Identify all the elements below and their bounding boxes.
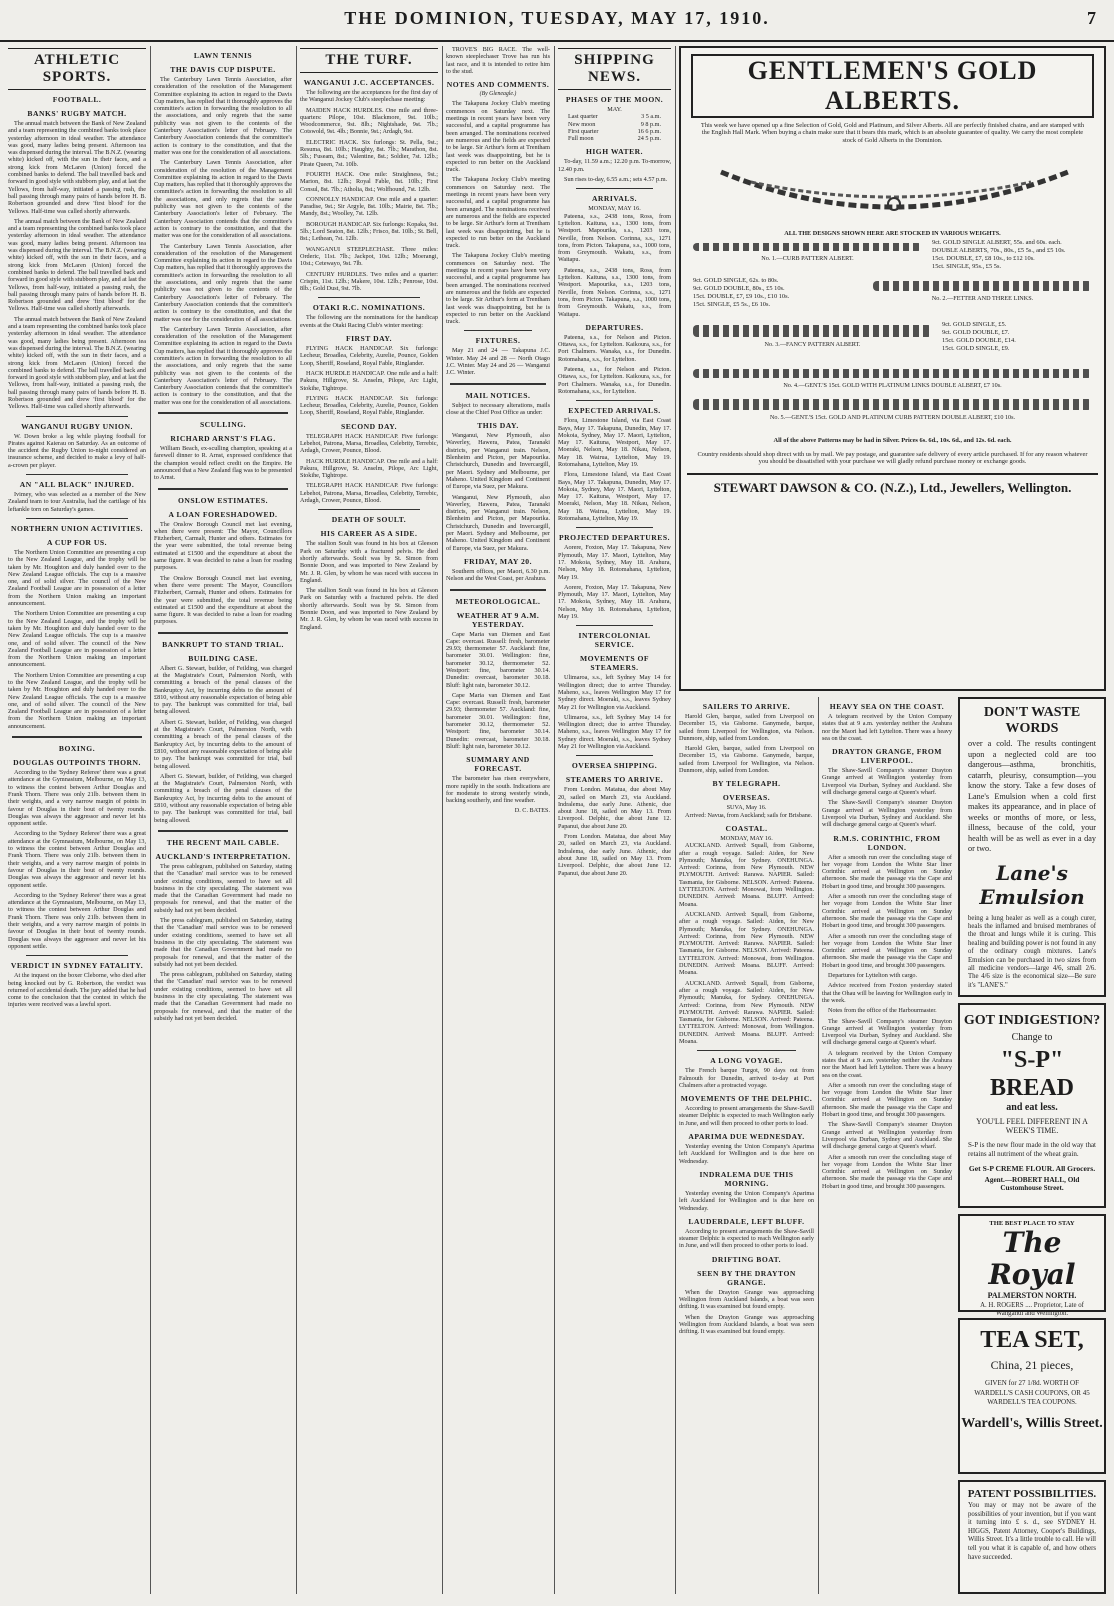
article-text: Yesterday evening the Union Company's Aparima left Auckland for Wellington and is due here on Wednesday. bbox=[679, 1189, 814, 1212]
column-sailers bbox=[679, 697, 814, 1594]
chain-label: No. 3.—FANCY PATTERN ALBERT. bbox=[764, 341, 861, 349]
article-text: According to present arrangements the Shaw-Savill steamer Delphic is expected to reach Wellington early in June, and will then proceed to other ports to load. bbox=[679, 1105, 814, 1127]
ad-body: S-P is the new flour made in the old way that retains all nutriment of the wheat grain. bbox=[968, 1141, 1096, 1158]
subheading: SEEN BY THE DRAYTON GRANGE. bbox=[697, 1268, 796, 1287]
race-entry: FLYING HACK HANDICAP. Six furlongs: Lecheur, Broadlea, Celebrity, Aurelie, Pounce, Golden Loop, Sheriff, Roseland, Royal Fable, Ringlander. bbox=[300, 345, 438, 367]
article-title: MAIL NOTICES. bbox=[465, 390, 531, 400]
article-text: The Northern Union Committee are presenting a cup to the New Zealand League, and the trophy will be taken by Mr. Houghton and duly handed over to the New Zealand League officials. The cup is a massive one, and of solid silver. The council of the New Zealand Football League are in possession of a letter from the Northern Union making an important announcement. bbox=[8, 610, 146, 669]
ad-tea-set bbox=[958, 1318, 1106, 1474]
article-text: The Shaw-Savill Company's steamer Drayton Grange arrived at Wellington yesterday from Liverpool via Durban, Sydney and Auckland. She will discharge general cargo at Queen's wharf. bbox=[822, 799, 952, 829]
ad-text: Agent.—ROBERT HALL, Old Customhouse Street. bbox=[984, 1176, 1080, 1192]
article-text: Flora, Limestone Island, via East Coast Bays, May 17. Takapuna, Dunedin, May 17. Mokoia, Sydney, May 17. Maori, Lyttelton, May 17. Kaituna, Westport, May 17. Moeraki, Nelson, May 18. Nikau, Nelson, May 18. Wairua, Lyttelton, May 19. Rotomahana, Lyttelton, May 19. bbox=[558, 471, 671, 523]
ad-gold-alberts bbox=[679, 46, 1106, 691]
column-shipping bbox=[558, 46, 671, 1594]
race-entry: TELEGRAPH HACK HANDICAP. Five furlongs: Lebehot, Patrona, Marsa, Broadlea, Celebrity, Terrebic, Ardagh, Crower, Pounce, Blood. bbox=[300, 482, 438, 505]
price-line: 9ct. GOLD SINGLE, £5. bbox=[942, 321, 1007, 329]
article-title: OTAKI R.C. NOMINATIONS. bbox=[312, 303, 426, 313]
article-text: From London. Matatua, due about May 20, sailed on March 23, via Auckland. Indralema, due early June. Athenic, due about June 18, sailed on May 13. From Liverpool. Delphic, due about June 12. Papanui, due about June 20. bbox=[558, 786, 671, 830]
signature: D. C. BATES. bbox=[514, 807, 550, 815]
divider bbox=[450, 589, 546, 591]
chain-icon bbox=[711, 152, 1078, 222]
article-text: The annual match between the Bank of New Zealand and a team representing the combined banks took place yesterday afternoon in ideal weather. The attendance was good, many ladies being present. Afternoon tea was dispensed during the interval. The B.N.Z. (wearing white) kicked off, with the sun in their faces, and a strong kick from McLaren (Union) forced the combined banks to defend. The ball travelled back and forward in good style with stubborn play, and at last the Yellows, from half-way, initiated a passing rush, the ball passing through many pairs of hands before H. B. Robertson grounded and drew 'first blood' for the Yellows. Half-time was called shortly afterwards. bbox=[8, 315, 146, 411]
column-lawn-tennis bbox=[154, 46, 292, 1594]
divider bbox=[697, 1050, 796, 1051]
subheading: SCULLING. bbox=[199, 420, 247, 430]
article-text: The Takapuna Jockey Club's meeting commences on Saturday next. The meetings in recent years have been very successful, and a capital programme has been arranged. The nominations received are numerous and the fields are expected to be large. Sir Arthur's form at Trentham last week was disappointing, but he is expected to run better on the Auckland track. bbox=[446, 176, 550, 250]
article-text: The Onslow Borough Council met last evening, when there were present: The Mayor, Councillors Fitzherbert, Carmalt, Hunter and others. Estimates for the year were submitted, the total revenue being estimated at £1500 and the expenditure at about the same figure. It was decided to raise a loan for roading purposes. bbox=[154, 574, 292, 626]
subheading: FOOTBALL. bbox=[52, 95, 102, 104]
divider bbox=[26, 474, 128, 475]
ad-note: Country residents should shop direct with us by mail. We pay postage, and guarantee safe delivery of every article purchased. If for any reason whatever you should be dissatisfied with your purchase we will gladly refund purchase money or exchange goods. bbox=[697, 450, 1088, 466]
chain-icon bbox=[693, 243, 922, 251]
article-text: The stallion Soult was found in his box at Gleeson Park on Saturday with a fractured pelvis. He died shortly afterwards. Soult was by St. Simon from Bonnie Doon, and was imported to New Zealand by Mr. J. R. Glen, by whom he was raced with success in England. bbox=[300, 540, 438, 584]
chain-label: No. 1.—CURB PATTERN ALBERT. bbox=[761, 255, 854, 263]
column-rule bbox=[818, 697, 819, 1594]
subheading: LAWN TENNIS bbox=[193, 51, 253, 60]
subheading: PROJECTED DEPARTURES. bbox=[559, 533, 670, 543]
article-text: From London. Matatua, due about May 20, sailed on March 23, via Auckland. Indralema, due early June. Athenic, due about June 18, sailed on May 13. From Liverpool. Delphic, due about June 12. Papanui, due about June 20. bbox=[558, 833, 671, 877]
ad-the-royal bbox=[958, 1214, 1106, 1318]
article-text: The following are the acceptances for the first day of the Wanganui Jockey Club's steeplechase meeting: bbox=[300, 89, 438, 104]
article-text: William Beach, ex-sculling champion, speaking at a farewell dinner to R. Arnst, expressed confidence that the champion would reflect credit on the Empire. He announced that a New Zealand flag was to be presented to Arnst. bbox=[154, 445, 292, 482]
ad-headline: TEA SET, bbox=[980, 1327, 1084, 1353]
article-text: AUCKLAND. Arrived: Squall, from Gisborne, after a rough voyage. Sailed: Aiden, for New Plymouth; Manuka, for Sydney. ONEHUNGA. Arrived: Corinna, from New Plymouth. NEW PLYMOUTH. Arrived: Rarawa. NAPIER. Sailed: Tasmania, for Gisborne. NELSON. Arrived: Pateena. LYTTELTON. Arrived: Monowai, from Wellington. DUNEDIN. Arrived: Moana. BLUFF. Arrived: Moana. bbox=[679, 842, 814, 908]
article-title: VERDICT IN SYDNEY FATALITY. bbox=[10, 961, 144, 971]
lanes-logo: Lane's Emulsion bbox=[979, 860, 1085, 909]
chain-icon bbox=[693, 369, 1092, 378]
price-line: 15ct. DOUBLE, £7, £8 10s., to £12 10s. bbox=[932, 255, 1035, 263]
race-entry: HACK HURDLE HANDICAP. One mile and a half: Pakura, Hillgrove, St. Anselm, Pilope, Arc Light, Stokihe, Tightrope. bbox=[300, 369, 438, 392]
ad-sp-bread bbox=[958, 1003, 1106, 1208]
section-heading: ATHLETIC SPORTS. bbox=[8, 48, 146, 90]
article-title: DRAYTON GRANGE, FROM LIVERPOOL. bbox=[832, 747, 942, 766]
article-title: APARIMA DUE WEDNESDAY. bbox=[688, 1132, 805, 1142]
ad-text: and eat less. bbox=[1006, 1102, 1058, 1113]
ad-signature: STEWART DAWSON & CO. (N.Z.), Ltd., Jewellers, Wellington. bbox=[687, 473, 1098, 496]
subheading: FRIDAY, MAY 20. bbox=[464, 556, 532, 566]
subheading: STEAMERS TO ARRIVE. bbox=[565, 775, 664, 785]
subheading: INTERCOLONIAL SERVICE. bbox=[578, 631, 651, 650]
moon-month: MAY. bbox=[607, 106, 622, 113]
moon-label: Last quarter bbox=[568, 113, 598, 121]
price-line: 15ct. SINGLE, £5 5s., £6 10s. bbox=[693, 301, 771, 309]
article-text: Cape Maria van Diemen and East Cape: overcast. Russell: fresh, barometer 29.93; thermometer 57. Auckland: fine, barometer 30.01. Wellington: fine, barometer 30.12, thermometer 52. Westport: fine, barometer 30.14. Dunedin: overcast, barometer 30.18. Bluff: light rain, barometer 30.12. bbox=[446, 630, 550, 689]
ad-patent bbox=[958, 1480, 1106, 1594]
subheading: MOVEMENTS OF STEAMERS. bbox=[579, 654, 650, 673]
newspaper-title: THE DOMINION, TUESDAY, MAY 17, 1910. bbox=[344, 8, 770, 28]
column-rule bbox=[554, 46, 555, 1594]
subheading: A LOAN FORESHADOWED. bbox=[168, 509, 278, 519]
ad-intro: This week we have opened up a fine Selection of Gold, Gold and Platinum, and Silver Alberts. All are perfectly finished chains, and are stamped with the English Hall Mark. When buying a chain make sure that it bears this mark, which is an absolute guarantee of quality. We carry the most complete stock of Gold Alberts in the Dominion. bbox=[700, 122, 1085, 144]
byline: (By Gleneagle.) bbox=[479, 91, 517, 98]
ad-text: THE BEST PLACE TO STAY bbox=[989, 1220, 1075, 1227]
article-title: BANKS' RUGBY MATCH. bbox=[27, 109, 127, 118]
ad-text: Get S-P CREME FLOUR. All Grocers. bbox=[968, 1164, 1096, 1173]
article-text: The Canterbury Lawn Tennis Association, after consideration of the resolution of the Management Committee explaining its action in regard to the Davis Cup matters, has replied that it thoroughly approves the committee's action in forwarding the resolution to all the associations, and only regrets that the same publicity was not given to the contents of the Canterbury Association's letter of February. The Canterbury Association contends that the committee's action is contrary to the constitution, and that the matter was one for the consideration of all associations. bbox=[154, 76, 292, 156]
article-text: A telegram received by the Union Company states that at 9 a.m. yesterday neither the Arahura nor the Maori had left Lyttelton. There was a heavy sea on the coast. bbox=[822, 1049, 952, 1079]
subheading: AUCKLAND'S INTERPRETATION. bbox=[155, 851, 291, 861]
price-line: 15ct. DOUBLE, £7, £9 10s., £10 10s. bbox=[693, 293, 790, 301]
article-text: The Canterbury Lawn Tennis Association, after consideration of the resolution of the Management Committee explaining its action in regard to the Davis Cup matters, has replied that it thoroughly approves the committee's action in forwarding the resolution to all the associations, and only regrets that the same publicity was not given to the contents of the Canterbury Association's letter of February. The Canterbury Association contends that the committee's action is contrary to the constitution, and that the matter was one for the consideration of all associations. bbox=[154, 325, 292, 406]
article-text: May 21 and 24 — Takapuna J.C. Winter. May 24 and 28 — North Otago J.C. Winter. May 24 and 26 — Wanganui J.C. Winter. bbox=[446, 347, 550, 377]
ad-body: GIVEN for 27 1/8d. WORTH OF WARDELL'S CASH COUPONS, OR 45 WARDELL'S TEA COUPONS. bbox=[974, 1379, 1090, 1406]
chain-illustration bbox=[711, 152, 1074, 222]
divider bbox=[26, 416, 128, 417]
article-text: The annual match between the Bank of New Zealand and a team representing the combined banks took place yesterday afternoon in ideal weather. The attendance was good, many ladies being present. Afternoon tea was dispensed during the interval. The B.N.Z. (wearing white) kicked off, with the sun in their faces, and a strong kick from McLaren (Union) forced the combined banks to defend. The ball travelled back and forward in good style with stubborn play, and at last the Yellows, from half-way, initiated a passing rush, the ball passing through many pairs of hands before H. B. Robertson grounded and drew 'first blood' for the Yellows. Half-time was called shortly afterwards. bbox=[8, 120, 146, 215]
chain-icon bbox=[873, 281, 1092, 291]
chain-label: No. 2.—FETTER AND THREE LINKS. bbox=[931, 295, 1034, 303]
article-text: Ulimaroa, s.s., left Sydney May 14 for Wellington direct; due to arrive Thursday. Maheno, s.s., leaves Wellington May 17 for Sydney direct. Moeraki, s.s., leaves Sydney May 21 for Wellington via Auckland. bbox=[558, 674, 671, 711]
article-text: W. Down broke a leg while playing football for Pirates against Kaierau on Saturday. As an outcome of the accident the Rugby Union to-night considered an insurance scheme, and decided to make a levy of half-a-crown per player. bbox=[8, 432, 146, 469]
subheading: HIGH WATER. bbox=[585, 147, 644, 157]
ad-body: You may or may not be aware of the possibilities of your invention, but if you want it turning into £ s. d., see SYDNEY H. HIGGS, Patent Attorney, Cooper's Buildings, Willis Street. It's a little trouble to call. He will tell you what it is capable of, and how others have succeeded. bbox=[968, 1502, 1096, 1561]
ad-text: China, 21 pieces, bbox=[990, 1358, 1074, 1372]
article-text: Aorere, Foxton, May 17. Takapuna, New Plymouth, May 17. Maori, Lyttelton, May 17. Mokoia, Sydney, May 18. Arahura, Nelson, May 18. Rotomahana, Lyttelton, May 19. bbox=[558, 583, 671, 621]
article-title: A LONG VOYAGE. bbox=[710, 1056, 783, 1066]
subheading: SECOND DAY. bbox=[340, 421, 397, 431]
article-text: According to present arrangements the Shaw-Savill steamer Delphic is expected to reach Wellington early in June, and will then proceed to other ports to load. bbox=[679, 1227, 814, 1250]
ad-banner: ALL THE DESIGNS SHOWN HERE ARE STOCKED IN VARIOUS WEIGHTS. bbox=[784, 230, 1001, 238]
subheading: BY TELEGRAPH. bbox=[712, 779, 781, 789]
ad-text: YOU'LL FEEL DIFFERENT IN A WEEK'S TIME. bbox=[976, 1117, 1088, 1135]
article-text: The Northern Union Committee are presenting a cup to the New Zealand League, and the trophy will be taken by Mr. Houghton and duly handed over to the New Zealand League officials. The cup is a massive one, and of solid silver. The council of the New Zealand Football League are in possession of a letter from the Northern Union making an important announcement. bbox=[8, 548, 146, 608]
article-text: After a smooth run over the concluding stage of her voyage from London the White Star liner Corinthic arrived at Wellington on Sunday afternoon. She made the passage via the Cape and Hobart in good time, and brought 300 passengers. bbox=[822, 1153, 952, 1190]
article-title: LAUDERDALE, LEFT BLUFF. bbox=[688, 1216, 805, 1226]
moon-value: 3 5 a.m. bbox=[641, 113, 661, 121]
divider bbox=[12, 736, 142, 738]
article-text: Flora, Limestone Island, via East Coast Bays, May 17. Takapuna, Dunedin, May 17. Mokoia, Sydney, May 17. Maori, Lyttelton, May 17. Kaituna, Westport, May 17. Moeraki, Nelson, May 18. Nikau, Nelson, May 18. Wairua, Lyttelton, May 19. Rotomahana, Lyttelton, May 19. bbox=[558, 417, 671, 468]
race-entry: FLYING HACK HANDICAP. Six furlongs: Lecheur, Broadlea, Celebrity, Aurelie, Pounce, Golden Loop, Sheriff, Roseland, Royal Fable, Ringlander. bbox=[300, 394, 438, 417]
article-text: According to the 'Sydney Referee' there was a great attendance at the Gymnasium, Melbourne, on May 13, to witness the contest between Arthur Douglas and Frank Thorn. There was only 21lb. between them in their weights, and a very narrow margin of points in favour of Douglas in their bout of twenty rounds. Douglas was always the aggressor and never let his opponent settle. bbox=[8, 891, 146, 950]
ad-text: A. H. ROGERS .... Proprietor, Late of Wanganui and Wellington. bbox=[980, 1302, 1084, 1318]
masthead bbox=[0, 0, 1114, 42]
article-text: The Takapuna Jockey Club's meeting commences on Saturday next. The meetings in recent years have been very successful, and a capital programme has been arranged. The nominations received are numerous and the fields are expected to be large. Sir Arthur's form at Trentham last week was disappointing, but he is expected to run better on the Auckland track. bbox=[446, 100, 550, 174]
article-title: AN "ALL BLACK" INJURED. bbox=[19, 480, 135, 490]
article-title: MOVEMENTS OF THE DELPHIC. bbox=[680, 1094, 813, 1104]
date-line: MONDAY, MAY 16. bbox=[720, 834, 773, 842]
ad-text: Change to bbox=[1011, 1032, 1053, 1043]
article-text: Harold Glen, barque, sailed from Liverpool on December 15, via Gisborne. Ganymede, barque, sailed from Liverpool for Wellington, via Nelson. Dunmore, ship, sailed from London. bbox=[679, 713, 814, 742]
ad-body: being a lung healer as well as a cough curer, heals the inflamed and bruised membranes of the throat and lungs while it is curing. This healing and building power is not found in any of the ordinary cough mixtures. Lane's Emulsion can be purchased in two sizes from all medicine vendors—large 4/6, small 2/6. The 4/6 size is the economical size—Be sure it's "LANE'S." bbox=[968, 914, 1096, 989]
article-text: When the Drayton Grange was approaching Wellington from Auckland Islands, a boat was seen drifting. It was examined but found empty. bbox=[679, 1288, 814, 1311]
ad-text: Wardell's, Willis Street. bbox=[961, 1415, 1103, 1431]
price-line: 15ct. GOLD DOUBLE, £14. bbox=[942, 337, 1016, 345]
divider bbox=[576, 188, 653, 189]
article-text: Albert G. Stewart, builder, of Feilding, was charged at the Magistrate's Court, Palmerston North, with committing a breach of the penal clauses of the Bankruptcy Act, by incurring debts to the amount of £810, without any reasonable expectation of being able to pay. The bankrupt was committed for trial, bail being allowed. bbox=[154, 718, 292, 770]
article-text: The Northern Union Committee are presenting a cup to the New Zealand League, and the trophy will be taken by Mr. Houghton and duly handed over to the New Zealand League officials. The cup is a massive one, and of solid silver. The council of the New Zealand Football League are in possession of a letter from the Northern Union making an important announcement. bbox=[8, 671, 146, 730]
article-text: Pateena, s.s., for Nelson and Picton. Ottawa, s.s., for Lyttelton. Kaikoura, s.s., for Port Chalmers. Wanaka, s.s., for Dunedin. Rotomahana, s.s., for Lyttelton. bbox=[558, 333, 671, 363]
subheading: SAILERS TO ARRIVE. bbox=[702, 702, 791, 711]
article-text: A telegram received by the Union Company states that at 9 a.m. yesterday neither the Arahura nor the Maori had left Lyttelton. There was a heavy sea on the coast. bbox=[822, 713, 952, 742]
article-text: Harold Glen, barque, sailed from Liverpool on December 15, via Gisborne. Ganymede, barque, sailed from Liverpool for Wellington, via Nelson. Dunmore, ship, sailed from London. bbox=[679, 745, 814, 775]
race-entry: CONNOLLY HANDICAP. One mile and a quarter: Paradise, 9st.; Sir Argyle, 8st. 10lb.; Mairie, 8st. 7lb.; Mandy, 8st.; Woolley, 7st. 12lb. bbox=[300, 195, 438, 218]
page-number: 7 bbox=[1087, 8, 1096, 28]
article-text: According to the 'Sydney Referee' there was a great attendance at the Gymnasium, Melbourne, on May 13, to witness the contest between Arthur Douglas and Frank Thorn. There was only 21lb. between them in their weights, and a very narrow margin of points in favour of Douglas in their bout of twenty rounds. Douglas was always the aggressor and never let his opponent settle. bbox=[8, 830, 146, 889]
race-entry: TELEGRAPH HACK HANDICAP. Five furlongs: Lebehot, Patrona, Marsa, Broadlea, Celebrity, Terrebic, Ardagh, Crower, Pounce, Blood. bbox=[300, 432, 438, 455]
price-line: 9ct. GOLD DOUBLE, 80s., £5 10s. bbox=[693, 285, 785, 293]
article-text: Pateena, s.s., for Nelson and Picton. Ottawa, s.s., for Lyttelton. Kaikoura, s.s., for Port Chalmers. Wanaka, s.s., for Dunedin. Rotomahana, s.s., for Lyttelton. bbox=[558, 366, 671, 395]
subheading: SUMMARY AND FORECAST. bbox=[466, 755, 530, 774]
ad-headline: GOT INDIGESTION? bbox=[963, 1013, 1101, 1028]
race-entry: BOROUGH HANDICAP. Six furlongs: Kopaka, 9st. 5lb.; Lord Seaton, 8st. 12lb.; Frisco, 8st. 10lb.; St. Bell, 8st.; Lethean, 7st. 12lb. bbox=[300, 220, 438, 243]
ad-body: over a cold. The results contingent upon a neglected cold are too dangerous—asthma, bronchitis, catarrh, pleurisy, consumption—you know the story. Take a few doses of Lane's Emulsion when a cold first makes its appearance, and in place of weeks or months of more, or less, illness, because of the cold, your health will be as well as ever in a day or two. bbox=[968, 739, 1096, 853]
subheading: WEATHER AT 9 A.M. YESTERDAY. bbox=[456, 610, 540, 629]
moon-value: 16 6 p.m. bbox=[637, 127, 661, 135]
article-text: The annual match between the Bank of New Zealand and a team representing the combined banks took place yesterday afternoon in ideal weather. The attendance was good, many ladies being present. Afternoon tea was dispensed during the interval. The B.N.Z. (wearing white) kicked off, with the sun in their faces, and a strong kick from McLaren (Union) forced the combined banks to defend. The ball travelled back and forward in good style with stubborn play, and at last the Yellows, from half-way, initiated a passing rush, the ball passing through many pairs of hands before H. B. Robertson grounded and drew 'first blood' for the Yellows. Half-time was called shortly afterwards. bbox=[8, 217, 146, 313]
article-text: Albert G. Stewart, builder, of Feilding, was charged at the Magistrate's Court, Palmerston North, with committing a breach of the penal clauses of the Bankruptcy Act, by incurring debts to the amount of £810, without any reasonable expectation of being able to pay. The bankrupt was committed for trial, bail being allowed. bbox=[154, 772, 292, 824]
race-entry: WANGANUI STEEPLECHASE. Three miles: Orderic, 11st. 7lb.; Jackpot, 10st. 12lb.; Moerangi, 10st.; Cetewayo, 9st. 7lb. bbox=[300, 245, 438, 268]
royal-logo: The Royal bbox=[988, 1226, 1076, 1291]
moon-label: New moon bbox=[568, 120, 596, 128]
article-text: Subject to necessary alterations, mails close at the Chief Post Office as under: bbox=[446, 401, 550, 416]
divider bbox=[450, 383, 546, 385]
price-line: 9ct. GOLD SINGLE ALBERT, 55s. and 60s. each. bbox=[932, 239, 1062, 247]
date-line: MONDAY, MAY 16. bbox=[588, 205, 641, 213]
divider bbox=[26, 518, 128, 519]
divider bbox=[576, 400, 653, 401]
article-text: Ivimey, who was selected as a member of the New Zealand team to tour Australia, had the cartilage of his leftankle torn on Saturday's games. bbox=[8, 491, 146, 513]
article-text: Pateena, s.s., 2438 tons, Ross, from Lyttelton. Kaituna, s.s., 1300 tons, from Westport. Mapourika, s.s., 1203 tons, Neville, from Nelson. Corinna, s.s., 1271 tons, from Picton. Takapuna, s.s., 1000 tons, from Greymouth. Wakatu, s.s., from Waitapu. bbox=[558, 212, 671, 264]
divider bbox=[464, 330, 532, 331]
ad-text: PALMERSTON NORTH. bbox=[987, 1291, 1077, 1300]
article-text: The press cablegram, published on Saturday, stating that the 'Canadian' mail service was to be renewed under existing conditions, seemed to have set all business in the city speculating. The statement was made that the Canadian Government had made no proposals for renewal, and that the matter of the subsidy had not yet been decided. bbox=[154, 917, 292, 968]
race-entry: CENTURY HURDLES. Two miles and a quarter: Crispin, 11st. 12lb.; Makere, 10st. 12lb.; Penrose, 10st. 8lb.; Gold Dust, 9st. 7lb. bbox=[300, 270, 438, 293]
article-text: The Takapuna Jockey Club's meeting commences on Saturday next. The meetings in recent years have been very successful, and a capital programme has been arranged. The nominations received are numerous and the fields are expected to be large. Sir Arthur's form at Trentham last week was disappointing, but he is expected to run better on the Auckland track. bbox=[446, 252, 550, 326]
column-rule bbox=[675, 46, 676, 1594]
ad-headline: GENTLEMEN'S GOLD ALBERTS. bbox=[691, 54, 1094, 118]
article-title: ONSLOW ESTIMATES. bbox=[177, 495, 269, 505]
section-heading: SHIPPING NEWS. bbox=[558, 48, 671, 90]
subheading: A CUP FOR US. bbox=[46, 537, 108, 547]
article-text: Southern offices, per Maori, 6.30 p.m. Nelson and the West Coast, per Arahura. bbox=[446, 567, 550, 583]
price-line: 15ct. SINGLE, 95s., £5 5s. bbox=[932, 263, 1002, 271]
article-text: The French barque Turgot, 90 days out from Falmouth for Dunedin, arrived to-day at Port Chalmers after a protracted voyage. bbox=[679, 1067, 814, 1089]
article-text: Wanganui, New Plymouth, also Waverley, Hawera, Patea, Taranaki districts, per Wanganui train. Nelson, Blenheim and Picton, per Mapourika. Christchurch, Dunedin and Invercargill, per Maori. Sydney and Melbourne, per Maheno. United Kingdom and Continent of Europe, via Suez, per Makura. bbox=[446, 432, 550, 491]
article-title: DOUGLAS OUTPOINTS THORN. bbox=[13, 758, 141, 768]
article-title: THE DAVIS CUP DISPUTE. bbox=[170, 65, 276, 74]
price-line: 9ct. GOLD SINGLE, 62s. to 80s. bbox=[693, 277, 779, 285]
ad-headline: PATENT POSSIBILITIES. bbox=[967, 1488, 1097, 1500]
subheading: BOXING. bbox=[58, 744, 96, 754]
article-text: Arrived: Navua, from Auckland; sails for Brisbane. bbox=[685, 811, 813, 819]
subheading: EXPECTED ARRIVALS. bbox=[568, 406, 661, 416]
article-title: R.M.S. CORINTHIC, FROM LONDON. bbox=[833, 833, 941, 852]
column-rule bbox=[150, 46, 151, 1594]
article-title: INDRALEMA DUE THIS MORNING. bbox=[699, 1169, 794, 1188]
article-text: When the Drayton Grange was approaching Wellington from Auckland Islands, a boat was seen drifting. It was examined but found empty. bbox=[679, 1313, 814, 1336]
article-title: NORTHERN UNION ACTIVITIES. bbox=[11, 523, 143, 533]
article-text: The barometer has risen everywhere, more rapidly in the south. Indications are for moderate to strong westerly winds, backing southerly, and fine weather. bbox=[446, 775, 550, 805]
subheading: FIRST DAY. bbox=[345, 334, 393, 344]
article-text: TROVE'S BIG RACE. The well-known steeplechaser Trove has run his last race, and it is intended to retire him to the stud. bbox=[446, 46, 550, 75]
section-heading: THE TURF. bbox=[300, 48, 438, 73]
column-rule bbox=[442, 46, 443, 1594]
article-text: Sun rises to-day, 6.55 a.m.; sets 4.57 p.m. bbox=[564, 176, 668, 184]
article-text: To-day, 11.59 a.m.; 12.20 p.m. To-morrow, 12.40 p.m. bbox=[558, 158, 671, 173]
article-title: THE RECENT MAIL CABLE. bbox=[166, 837, 280, 847]
article-title: FIXTURES. bbox=[475, 336, 521, 346]
article-text: Wanganui, New Plymouth, also Waverley, Hawera, Patea, Taranaki districts, per Wanganui train. Nelson, Blenheim and Picton, per Mapourika. Christchurch, Dunedin and Invercargill, per Maori. Sydney and Melbourne, per Maheno. United Kingdom and Continent of Europe, via Suez, per Makura. bbox=[446, 493, 550, 552]
moon-value: 9 8 p.m. bbox=[640, 120, 661, 128]
article-text: The press cablegram, published on Saturday, stating that the 'Canadian' mail service was to be renewed under existing conditions, seemed to have set all business in the city speculating. The statement was made that the Canadian Government had made no proposals for renewal, and that the matter of the subsidy had not yet been decided. bbox=[154, 862, 292, 914]
divider bbox=[26, 955, 128, 956]
article-text: The press cablegram, published on Saturday, stating that the 'Canadian' mail service was to be renewed under existing conditions, seemed to have set all business in the city speculating. The statement was made that the Canadian Government had made no proposals for renewal, and that the matter of the subsidy had not yet been decided. bbox=[154, 971, 292, 1022]
article-text: After a smooth run over the concluding stage of her voyage from London the White Star liner Corinthic arrived at Wellington on Sunday afternoon. She made the passage via the Cape and Hobart in good time, and brought 300 passengers. bbox=[822, 932, 952, 969]
article-text: After a smooth run over the concluding stage of her voyage from London the White Star liner Corinthic arrived at Wellington on Sunday afternoon. She made the passage via the Cape and Hobart in good time, and brought 300 passengers. bbox=[822, 1081, 952, 1119]
article-text: The Onslow Borough Council met last evening, when there were present: The Mayor, Councillors Fitzherbert, Carmalt, Hunter and others. Estimates for the year were submitted, the total revenue being estimated at £1500 and the expenditure at about the same figure. It was decided to raise a loan for roading purposes. bbox=[154, 520, 292, 572]
ad-lanes-emulsion bbox=[958, 697, 1106, 997]
race-entry: FOURTH HACK. One mile: Straighness, 9st.; Marion, 8st. 12lb.; Royal Fable, 8st. 10lb.; First Consul, 8st. 7lb.; Atholia, 8st.; Wolfhound, 7st. 12lb. bbox=[300, 170, 438, 193]
ad-footer: All of the above Patterns may be had in Silver. Prices 6s. 6d., 10s. 6d., and 12s. 6d. each. bbox=[773, 437, 1012, 445]
divider bbox=[158, 830, 288, 832]
article-text: The Shaw-Savill Company's steamer Drayton Grange arrived at Wellington yesterday from Liverpool via Durban, Sydney and Auckland. She will discharge general cargo at Queen's wharf. bbox=[822, 1017, 952, 1047]
article-title: DRIFTING BOAT. bbox=[711, 1254, 782, 1264]
race-entry: MAIDEN HACK HURDLES. One mile and three-quarters: Pilope, 10st. Blackmore, 9st. 10lb.; Woodcommerce, 9st. 8lb.; Nightshade, 9st. 7lb.; Cotswold, 9st. 4lb.; Bonnie, 9st.; Ardagh, 9st. bbox=[300, 106, 438, 136]
column-the-turf bbox=[300, 46, 438, 1594]
article-text: Yesterday evening the Union Company's Aparima left Auckland for Wellington and is due here on Wednesday. bbox=[679, 1143, 814, 1165]
article-title: DEATH OF SOULT. bbox=[331, 515, 407, 525]
divider bbox=[158, 488, 288, 490]
subheading: DEPARTURES. bbox=[585, 322, 644, 332]
divider bbox=[576, 625, 653, 626]
moon-label: Full moon bbox=[568, 135, 594, 143]
divider bbox=[158, 412, 288, 414]
article-text: According to the 'Sydney Referee' there was a great attendance at the Gymnasium, Melbourne, on May 13, to witness the contest between Arthur Douglas and Frank Thorn. There was only 21lb. between them in their weights, and a very narrow margin of points in favour of Douglas in their bout of twenty rounds. Douglas was always the aggressor and never let his opponent settle. bbox=[8, 769, 146, 828]
price-line: DOUBLE ALBERTS, 70s., 80s., £5 5s., and £5 10s. bbox=[932, 247, 1066, 255]
subheading: HIS CAREER AS A SIDE. bbox=[320, 529, 418, 539]
article-text: The Shaw-Savill Company's steamer Drayton Grange arrived at Wellington yesterday from Liverpool via Durban, Sydney and Auckland. She will discharge general cargo at Queen's wharf. bbox=[822, 767, 952, 797]
sp-bread-logo: "S-P" BREAD bbox=[989, 1047, 1074, 1101]
article-title: METEOROLOGICAL. bbox=[455, 596, 541, 606]
column-rule bbox=[296, 46, 297, 1594]
divider bbox=[576, 755, 653, 756]
divider bbox=[158, 632, 288, 634]
subheading: COASTAL. bbox=[725, 823, 768, 833]
subheading: ARRIVALS. bbox=[591, 194, 638, 204]
ad-headline: DON'T WASTE WORDS bbox=[983, 705, 1081, 736]
article-title: BANKRUPT TO STAND TRIAL. bbox=[162, 639, 284, 649]
divider bbox=[576, 527, 653, 528]
divider bbox=[318, 297, 420, 298]
date-line: SUVA, May 16. bbox=[726, 804, 767, 812]
column-athletic-sports bbox=[8, 46, 146, 1594]
price-line: 9ct. GOLD DOUBLE, £7. bbox=[942, 329, 1010, 337]
divider bbox=[318, 509, 420, 510]
article-text: AUCKLAND. Arrived: Squall, from Gisborne, after a rough voyage. Sailed: Aiden, for New Plymouth; Manuka, for Sydney. ONEHUNGA. Arrived: Corinna, from New Plymouth. NEW PLYMOUTH. Arrived: Rarawa. NAPIER. Sailed: Tasmania, for Gisborne. NELSON. Arrived: Pateena. LYTTELTON. Arrived: Monowai, from Wellington. DUNEDIN. Arrived: Moana. BLUFF. Arrived: Moana. bbox=[679, 910, 814, 977]
chain-label: No. 4.—GENT.'S 15ct. GOLD WITH PLATINUM LINKS DOUBLE ALBERT, £7 10s. bbox=[783, 382, 1002, 390]
subheading: THIS DAY. bbox=[477, 421, 519, 431]
article-title: WANGANUI RUGBY UNION. bbox=[21, 421, 133, 431]
article-text: Cape Maria van Diemen and East Cape: overcast. Russell: fresh, barometer 29.93; thermometer 57. Auckland: fine, barometer 30.01. Wellington: fine, barometer 30.12, thermometer 52. Westport: fine, barometer 30.14. Dunedin: overcast, barometer 30.18. Bluff: light rain, barometer 30.12. bbox=[446, 691, 550, 750]
chain-label: No. 5.—GENT.'S 15ct. GOLD AND PLATINUM CURB PATTERN DOUBLE ALBERT, £10 10s. bbox=[769, 414, 1016, 422]
article-text: Advice received from Foxton yesterday stated that the Ohau will be leaving for Wellington early in the week. bbox=[822, 982, 952, 1004]
article-title: RICHARD ARNST'S FLAG. bbox=[170, 434, 276, 444]
article-text: The Canterbury Lawn Tennis Association, after consideration of the resolution of the Management Committee explaining its action in regard to the Davis Cup matters, has replied that it thoroughly approves the committee's action in forwarding the resolution to all the associations, and only regrets that the same publicity was not given to the contents of the Canterbury Association's letter of February. The Canterbury Association contends that the committee's action is contrary to the constitution, and that the matter was one for the consideration of all associations. bbox=[154, 242, 292, 323]
article-text: After a smooth run over the concluding stage of her voyage from London the White Star liner Corinthic arrived at Wellington on Sunday afternoon. She made the passage via the Cape and Hobart in good time, and brought 300 passengers. bbox=[822, 853, 952, 890]
price-line: 15ct. GOLD SINGLE, £9. bbox=[942, 345, 1010, 353]
article-text: At the inquest on the boxer Cleborne, who died after being knocked out by G. Robertson, the verdict was returned of accidental death. The jury added that he had come to the conclusion that the contest in which the injuries were received was a lawful sport. bbox=[8, 972, 147, 1009]
article-title: WANGANUI J.C. ACCEPTANCES. bbox=[303, 78, 435, 87]
article-title: HEAVY SEA ON THE COAST. bbox=[829, 702, 945, 711]
article-text: Ulimaroa, s.s., left Sydney May 14 for Wellington direct; due to arrive Thursday. Maheno, s.s., leaves Wellington May 17 for Sydney direct. Moeraki, s.s., leaves Sydney May 21 for Wellington via Auckland. bbox=[558, 713, 671, 750]
subheading: OVERSEAS. bbox=[722, 793, 771, 803]
article-text: Aorere, Foxton, May 17. Takapuna, New Plymouth, May 17. Maori, Lyttelton, May 17. Mokoia, Sydney, May 18. Arahura, Nelson, May 18. Rotomahana, Lyttelton, May 19. bbox=[558, 544, 671, 581]
article-text: Notes from the office of the Harbourmaster. bbox=[828, 1007, 937, 1015]
chain-icon bbox=[693, 325, 932, 337]
race-entry: HACK HURDLE HANDICAP. One mile and a half: Pakura, Hillgrove, St. Anselm, Pilope, Arc Light, Stokihe, Tightrope. bbox=[300, 457, 438, 480]
article-text: After a smooth run over the concluding stage of her voyage from London the White Star liner Corinthic arrived at Wellington on Sunday afternoon. She made the passage via the Cape and Hobart in good time, and brought 300 passengers. bbox=[822, 893, 952, 930]
article-text: Departures for Lyttelton with cargo. bbox=[828, 972, 918, 980]
subheading: BUILDING CASE. bbox=[188, 653, 258, 663]
subheading: PHASES OF THE MOON. bbox=[565, 95, 664, 104]
article-text: AUCKLAND. Arrived: Squall, from Gisborne, after a rough voyage. Sailed: Aiden, for New Plymouth; Manuka, for Sydney. ONEHUNGA. Arrived: Corinna, from New Plymouth. NEW PLYMOUTH. Arrived: Rarawa. NAPIER. Sailed: Tasmania, for Gisborne. NELSON. Arrived: Pateena. LYTTELTON. Arrived: Monowai, from Wellington. DUNEDIN. Arrived: Moana. BLUFF. Arrived: Moana. bbox=[679, 979, 814, 1045]
article-text: The stallion Soult was found in his box at Gleeson Park on Saturday with a fractured pelvis. He died shortly afterwards. Soult was by St. Simon from Bonnie Doon, and was imported to New Zealand by Mr. J. R. Glen, by whom he was raced with success in England. bbox=[300, 587, 438, 631]
moon-value: 24 5 p.m. bbox=[637, 135, 661, 143]
article-text: The Canterbury Lawn Tennis Association, after consideration of the resolution of the Management Committee explaining its action in regard to the Davis Cup matters, has replied that it thoroughly approves the committee's action in forwarding the resolution to all the associations, and only regrets that the same publicity was not given to the contents of the Canterbury Association's letter of February. The Canterbury Association contends that the committee's action is contrary to the constitution, and that the matter was one for the consideration of all associations. bbox=[154, 159, 292, 240]
article-text: The following are the nominations for the handicap events at the Otaki Racing Club's winter meeting: bbox=[300, 314, 438, 329]
moon-label: First quarter bbox=[568, 127, 599, 135]
article-text: Albert G. Stewart, builder, of Feilding, was charged at the Magistrate's Court, Palmerston North, with committing a breach of the penal clauses of the Bankruptcy Act, by incurring debts to the amount of £810, without any reasonable expectation of being able to pay. The bankrupt was committed for trial, bail being allowed. bbox=[154, 664, 292, 716]
column-heavy-sea bbox=[822, 697, 952, 1594]
article-text: Pateena, s.s., 2438 tons, Ross, from Lyttelton. Kaituna, s.s., 1300 tons, from Westport. Mapourika, s.s., 1203 tons, Neville, from Nelson. Corinna, s.s., 1271 tons, from Picton. Takapuna, s.s., 1000 tons, from Greymouth. Wakatu, s.s., from Waitapu. bbox=[558, 266, 671, 318]
column-notes bbox=[446, 46, 550, 1594]
race-entry: ELECTRIC HACK. Six furlongs: St. Pella, 9st.; Resuma, 8st. 10lb.; Haughty, 8st. 7lb.; Marathon, 8st. 5lb.; Fuseam, 8st.; Valentine, 8st.; Soldier, 7st. 12lb.; Pirate Queen, 7st. 10lb. bbox=[300, 138, 438, 168]
article-text: The Shaw-Savill Company's steamer Drayton Grange arrived at Wellington yesterday from Liverpool via Durban, Sydney and Auckland. She will discharge general cargo at Queen's wharf. bbox=[822, 1121, 952, 1151]
subheading: OVERSEA SHIPPING. bbox=[571, 761, 658, 771]
article-title: NOTES AND COMMENTS. bbox=[446, 80, 550, 90]
chain-icon bbox=[693, 399, 1092, 410]
